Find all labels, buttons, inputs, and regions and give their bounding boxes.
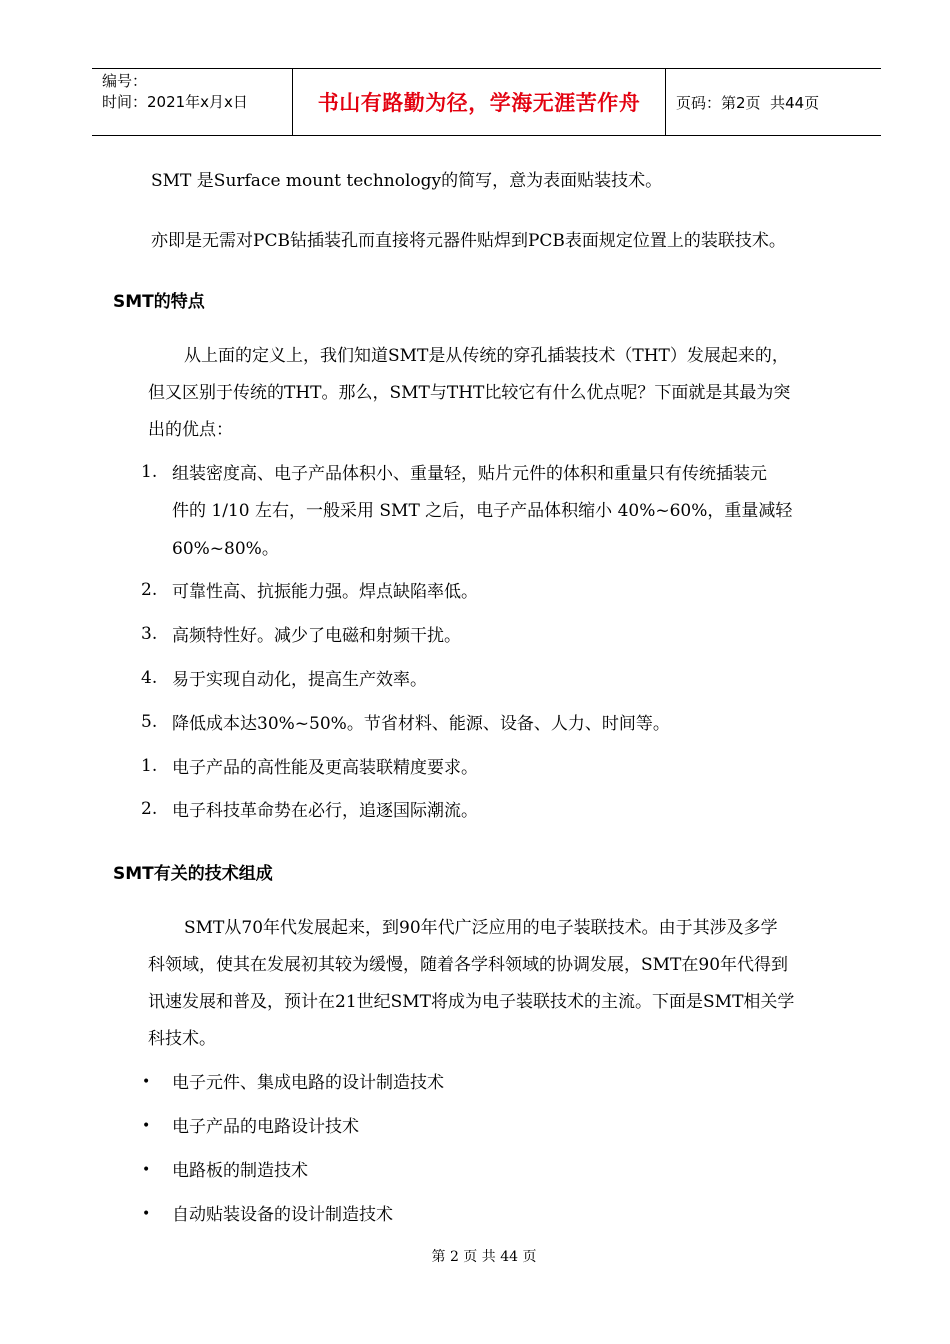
serial-label: 编号： (102, 72, 148, 90)
page-footer: 第 2 页 共 44 页 (431, 1249, 537, 1265)
list-item-line: 件的 1/10 左右，一般采用 SMT 之后，电子产品体积缩小 40%~60%，重量减轻 (172, 501, 793, 521)
header-motto: 书山有路勤为径，学海无涯苦作舟 (293, 69, 666, 135)
header-page-info (666, 69, 881, 135)
bullet-icon: • (142, 1206, 151, 1222)
list-item-line: 可靠性高、抗振能力强。焊点缺陷率低。 (172, 582, 478, 602)
intro-line-2: 亦即是无需对PCB钻插装孔而直接将元器件贴焊到PCB表面规定位置上的装联技术。 (151, 231, 786, 251)
bullet-icon: • (142, 1162, 151, 1178)
list-number: 2. (141, 580, 158, 600)
page-header (92, 68, 881, 136)
page-label: 页码：第2页 共44页 (676, 93, 820, 112)
header-meta (92, 69, 293, 135)
list-number: 4. (141, 668, 158, 688)
bullet-icon: • (142, 1118, 151, 1134)
bullet-item: 电子元件、集成电路的设计制造技术 (172, 1073, 444, 1093)
bullet-item: 电子产品的电路设计技术 (172, 1117, 359, 1137)
list-item-line: 电子产品的高性能及更高装联精度要求。 (172, 758, 478, 778)
list-number: 3. (141, 624, 158, 644)
list-item-line: 电子科技革命势在必行，追逐国际潮流。 (172, 801, 478, 821)
paragraph-line: 科技术。 (148, 1029, 216, 1049)
list-number: 1. (141, 462, 158, 482)
paragraph-line: 但又区别于传统的THT。那么，SMT与THT比较它有什么优点呢？下面就是其最为突 (148, 383, 791, 403)
bullet-item: 电路板的制造技术 (172, 1161, 308, 1181)
paragraph-line: 从上面的定义上，我们知道SMT是从传统的穿孔插装技术（THT）发展起来的， (184, 346, 789, 366)
list-number: 1. (141, 756, 158, 776)
list-item-line: 易于实现自动化，提高生产效率。 (172, 670, 427, 690)
section-heading: SMT的特点 (113, 292, 205, 312)
section-heading: SMT有关的技术组成 (113, 864, 273, 884)
paragraph-line: 讯速发展和普及，预计在21世纪SMT将成为电子装联技术的主流。下面是SMT相关学 (148, 992, 795, 1012)
paragraph-line: 出的优点： (148, 420, 233, 440)
list-item-line: 降低成本达30%~50%。节省材料、能源、设备、人力、时间等。 (172, 714, 670, 734)
paragraph-line: SMT从70年代发展起来，到90年代广泛应用的电子装联技术。由于其涉及多学 (184, 918, 778, 938)
list-item-line: 组装密度高、电子产品体积小、重量轻，贴片元件的体积和重量只有传统插装元 (172, 464, 767, 484)
time-label: 时间：2021年x月x日 (102, 93, 248, 111)
bullet-icon: • (142, 1074, 151, 1090)
list-number: 5. (141, 712, 158, 732)
paragraph-line: 科领域，使其在发展初其较为缓慢，随着各学科领域的协调发展，SMT在90年代得到 (148, 955, 789, 975)
intro-line-1: SMT 是Surface mount technology的简写，意为表面贴装技术。 (151, 171, 663, 191)
bullet-item: 自动贴装设备的设计制造技术 (172, 1205, 393, 1225)
list-number: 2. (141, 799, 158, 819)
list-item-line: 60%~80%。 (172, 539, 279, 559)
list-item-line: 高频特性好。减少了电磁和射频干扰。 (172, 626, 461, 646)
